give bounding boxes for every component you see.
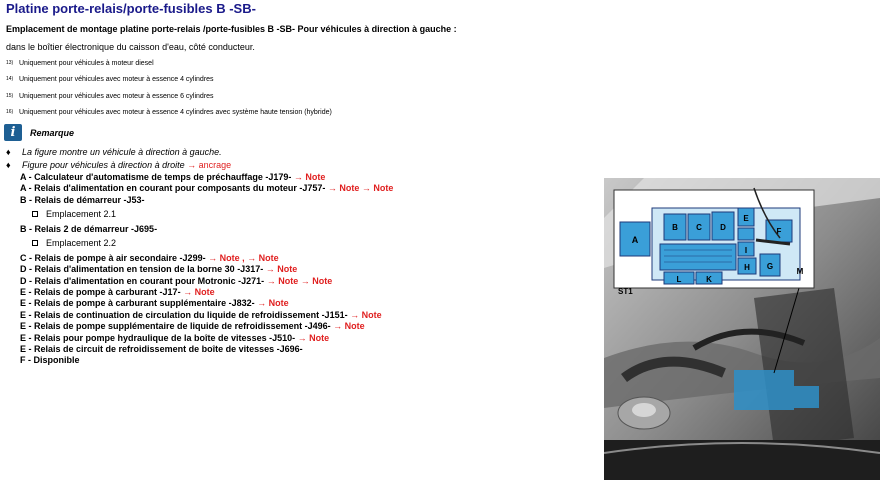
note-link[interactable]: → Note bbox=[297, 332, 330, 343]
checkbox-square-icon bbox=[32, 240, 38, 246]
note-link[interactable]: → Note bbox=[293, 172, 326, 182]
emplacement-item: Emplacement 2.2 bbox=[32, 238, 116, 248]
remark-bullet: ♦ La figure montre un véhicule à direction à gauche. bbox=[6, 147, 222, 157]
relay-entry: F - Disponible bbox=[20, 355, 80, 366]
emplacement-item: Emplacement 2.1 bbox=[32, 209, 116, 219]
note-link[interactable]: → Note bbox=[350, 309, 382, 320]
note-link[interactable]: → Note bbox=[257, 298, 289, 309]
box-label-l: L bbox=[676, 275, 682, 284]
info-icon: i bbox=[4, 124, 22, 141]
relay-entry: C - Relais de pompe à air secondaire -J299- → Note , → Note bbox=[20, 252, 279, 263]
location-text: dans le boîtier électronique du caisson d'eau, côté conducteur. bbox=[6, 42, 255, 52]
anchor-link[interactable]: → ancrage bbox=[187, 160, 232, 170]
relay-entry: E - Relais de pompe supplémentaire de liquide de refroidissement -J496- → Note bbox=[20, 321, 365, 332]
box-label-a: A bbox=[631, 235, 639, 245]
relay-entry: E - Relais de circuit de refroidissement de boîte de vitesses -J696- bbox=[20, 344, 303, 354]
box-label-k: K bbox=[706, 275, 712, 284]
footnote: $^{16)}$ Uniquement pour véhicules avec moteur à essence 4 cylindres avec système haute tension (hybride) bbox=[6, 109, 332, 116]
box-label-h: H bbox=[744, 263, 750, 272]
footnote: $^{13)}$ Uniquement pour véhicules à moteur diesel bbox=[6, 60, 154, 67]
box-label-i: I bbox=[744, 246, 748, 255]
footnote: $^{15)}$ Uniquement pour véhicules avec moteur à essence 6 cylindres bbox=[6, 93, 214, 100]
footnote: $^{14)}$ Uniquement pour véhicules avec moteur à essence 4 cylindres bbox=[6, 76, 214, 83]
box-label-b: B bbox=[672, 223, 678, 232]
relay-entry: D - Relais d'alimentation en tension de la borne 30 -J317- → Note bbox=[20, 264, 298, 275]
note-link[interactable]: → Note bbox=[333, 321, 365, 332]
st1-label: ST1 bbox=[618, 287, 633, 296]
relay-entry: E - Relais de pompe à carburant -J17- → Note bbox=[20, 287, 215, 297]
relay-entry: E - Relais de continuation de circulation du liquide de refroidissement -J151- → Note bbox=[20, 309, 382, 320]
remark-label: Remarque bbox=[30, 128, 75, 138]
box-label-f: F bbox=[776, 227, 782, 236]
relay-entry: A - Relais d'alimentation en courant pour composants du moteur -J757- → Note → Note bbox=[20, 183, 394, 194]
relay-entry: A - Calculateur d'automatisme de temps de préchauffage -J179- → Note bbox=[20, 172, 326, 182]
relay-entry: B - Relais de démarreur -J53- bbox=[20, 194, 145, 205]
box-label-m: M bbox=[796, 267, 804, 276]
box-label-d: D bbox=[720, 223, 726, 232]
note-link[interactable]: → Note → Note bbox=[266, 275, 333, 286]
relay-plate-figure bbox=[604, 178, 880, 480]
remark-bullet: ♦ Figure pour véhicules à direction à droite → ancrage bbox=[6, 160, 232, 170]
page-title: Platine porte-relais/porte-fusibles B -SB- bbox=[6, 1, 256, 16]
checkbox-square-icon bbox=[32, 211, 38, 217]
relay-entry: D - Relais d'alimentation en courant pour Motronic -J271- → Note → Note bbox=[20, 275, 333, 286]
relay-entry: E - Relais pour pompe hydraulique de la boîte de vitesses -J510- → Note bbox=[20, 332, 330, 343]
relay-plate-in-car bbox=[734, 370, 794, 410]
note-link[interactable]: → Note bbox=[265, 264, 298, 275]
relay-entry: E - Relais de pompe à carburant supplémentaire -J832- → Note bbox=[20, 298, 289, 309]
relay-entry: B - Relais 2 de démarreur -J695- bbox=[20, 223, 158, 234]
section-heading: Emplacement de montage platine porte-relais /porte-fusibles B -SB- Pour véhicules à direction à gauche : bbox=[6, 24, 457, 34]
note-link[interactable]: → Note → Note bbox=[327, 183, 394, 194]
note-link[interactable]: → Note , → Note bbox=[208, 252, 279, 263]
box-label-e: E bbox=[743, 214, 749, 223]
box-label-g: G bbox=[766, 262, 774, 271]
box-label-c: C bbox=[696, 223, 702, 232]
note-link[interactable]: → Note bbox=[183, 287, 215, 297]
